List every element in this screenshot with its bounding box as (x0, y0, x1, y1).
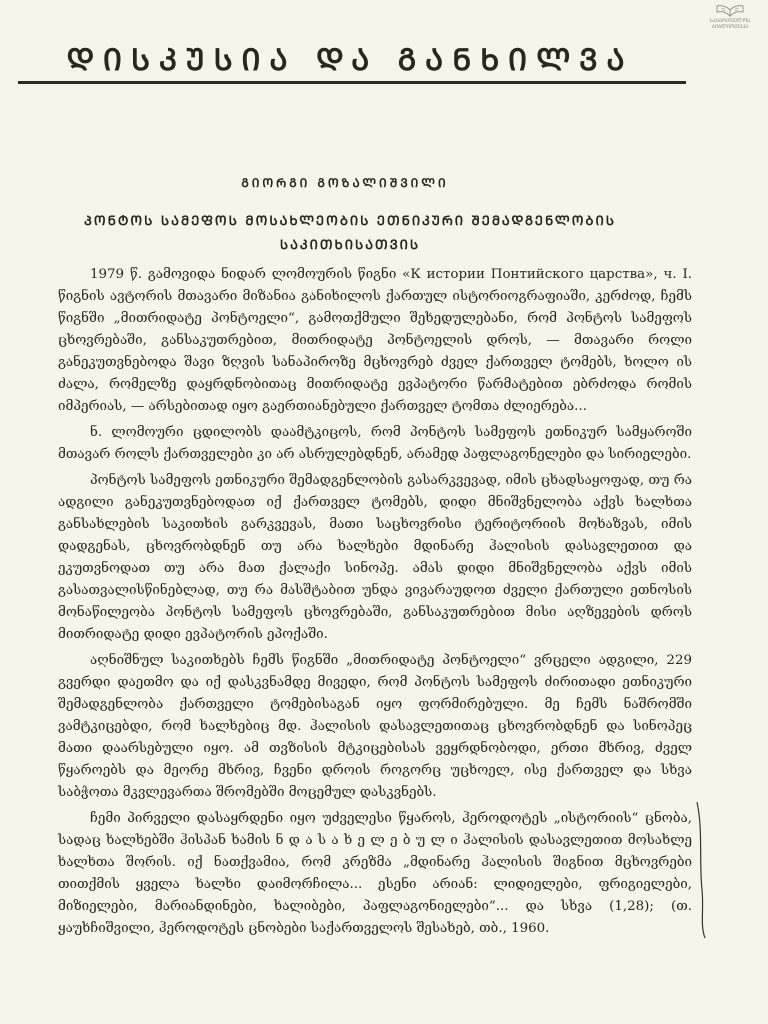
paragraph: აღნიშნულ საკითხებს ჩემს წიგნში „მითრიდატე პონტოელი“ ვრცელი ადგილი, 229 გვერდი დაეთმო და იქ დასკვნამდე მივედი, რომ პონტოს სამეფოს ძირითადი ეთნიკური შემადგენლობა ქართველი ტომებისაგან იყო ფორმირებული. მე ჩემს ნაშრომში ვამტკიცებდი, რომ ხალხებიც მდ. ჰალისის დასავლეთითაც ცხოვრობდნენ და სინოპეც მათი დაარსებული იყო. ამ თვზისის მტკიცებისას ვეყრდნობოდი, ერთი მხრივ, ძველ წყაროებს და მეორე მხრივ, ჩვენი დროის როგორც უცხოელ, ისე ქართველ და სხვა საბჭოთა მკვლევართა შრომებში მოცემულ დასკვნებს. (58, 653, 692, 800)
author-name: ᲒᲘᲝᲠᲒᲘ ᲒᲝᲖᲐᲚᲘᲨᲕᲘᲚᲘ (241, 176, 449, 190)
article-title: ᲞᲝᲜᲢᲝᲡ ᲡᲐᲛᲔᲤᲝᲡ ᲛᲝᲡᲐᲮᲚᲔᲝᲑᲘᲡ ᲔᲗᲜᲘᲙᲣᲠᲘ ᲨᲔᲛᲐᲓᲒᲔᲜᲚᲝᲑᲘᲡ ᲡᲐᲙᲘᲗᲮᲘᲡᲐᲗᲕᲘᲡ (84, 214, 616, 253)
paragraph: ჩემი პირველი დასაყრდენი იყო უძველესი წყაროს, ჰეროდოტეს „ისტორიის“ ცნობა, სადაც ხალხებში ჰისპან ხამის ნ დ ა ს ა ხ ე ლ ე ბ უ ლ ი ჰალისის დასავლეთით მოსახლე ხალხთა შორის. იქ ნათქვამია, რომ კრეზმა „მდინარე ჰალისის შიგნით მცხოვრები თითქმის ყველა ხალხი დაიმორჩილა... ესენი არიან: ლიდიელები, ფრიგიელები, მიზიელები, მარიანდინები, ხალიბები, პაფლაგონიელები“... და სხვა (1,28); (თ. ყაუხჩიშვილი, ჰეროდოტეს ცნობები საქართველოს შესახებ, თბ., 1960. (58, 811, 692, 936)
library-logo (706, 4, 754, 30)
paragraph: პონტოს სამეფოს ეთნიკური შემადგენლობის გასარკვევად, იმის ცხადსაყოფად, თუ რა ადგილი განეკუთვნებოდათ იქ ქართველ ტომებს, დიდი მნიშვნელობა აქვს ხალხთა განსახლების საკითხის გარკვევას, მათი საცხოვრისი ტერიტორიის მოხაზვას, იმის დადგენას, ცხოვრობდნენ თუ არა ხალხები მდინარე ჰალისის დასავლეთით და ეკუთვნოდათ თუ არა მათ ქალაქი სინოპე. ამას დიდი მნიშვნელობა აქვს იმის გასათვალისწინებლად, თუ რა მასშტაბით უნდა ვივარაუდოთ ძველი ქართული ეთნოსის მონაწილეობა პონტოს სამეფოს ცხოვრებაში, განსაკუთრებით მისი აღზევების დროს მითრიდატე დიდი ევპატორის ეპოქაში. (58, 473, 692, 642)
logo-text-line1: ᲡᲐᲥᲐᲠᲗᲕᲔᲚᲝᲡ (709, 18, 751, 24)
paragraph: 1979 წ. გამოვიდა ნიდარ ლომოურის წიგნი «К истории Понтийского царства», ч. I. წიგნის ავტორის მთავარი მიზანია განიხილოს ქართულ ისტორიოგრაფიაში, კერძოდ, ჩემს წიგნში „მითრიდატე პონტოელი“, გამოთქმული შეხედულებანი, რომ პონტოს სამეფოს ცხოვრებაში, განსაკუთრებით, მითრიდატე პონტოელის დროს, — მთავარი როლი განეკუთვნებოდა შავი ზღვის სანაპიროზე მცხოვრებ ძველ ქართველ ტომებს, ხოლო ის ძალა, რომელზე დაყრდნობითაც მითრიდატე ევპატორი წარმატებით ებრძოდა რომის იმპერიას, — არსებითად იყო გაერთიანებული ქართველ ტომთა ძლიერება... (58, 267, 692, 414)
header-rule (18, 81, 686, 84)
article-body (58, 264, 692, 944)
logo-text-line2: ᲑᲘᲑᲚᲘᲝᲗᲔᲙᲐ (711, 24, 749, 30)
margin-bracket-mark (694, 800, 710, 940)
book-icon (715, 4, 745, 18)
paragraph: ნ. ლომოური ცდილობს დაამტკიცოს, რომ პონტოს სამეფოს ეთნიკურ სამყაროში მთავარ როლს ქართველები კი არ ასრულებდნენ, არამედ პაფლაგონელები და სირიელები. (58, 425, 692, 462)
section-title: ᲓᲘᲡᲙᲣᲡᲘᲐ ᲓᲐ ᲒᲐᲜᲮᲘᲚᲕᲐ (66, 43, 634, 78)
